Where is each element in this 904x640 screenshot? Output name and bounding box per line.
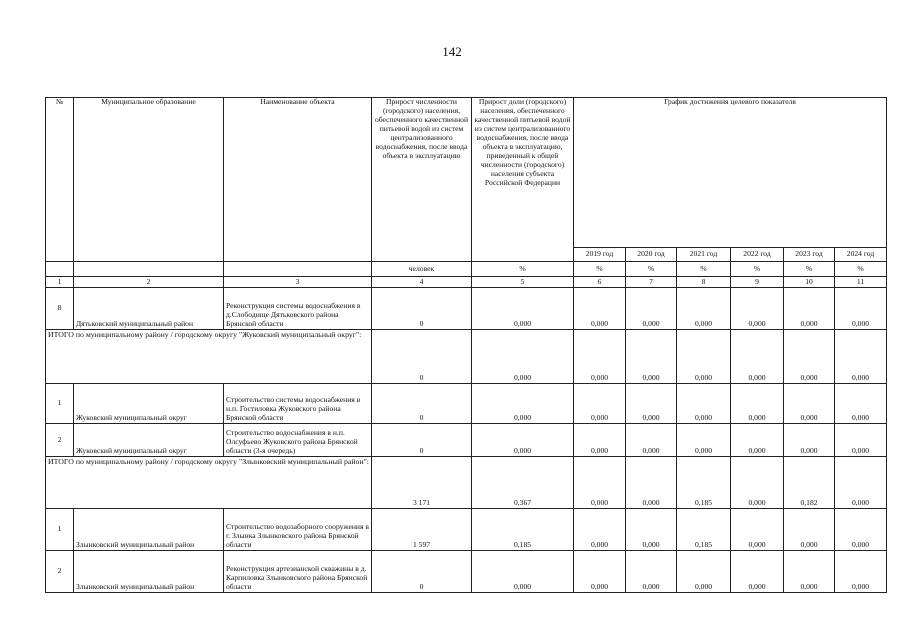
municipality-cell: Дятьковский муниципальный район [74, 288, 224, 330]
year-value: 0,000 [626, 424, 677, 457]
people-cell: 0 [372, 330, 472, 384]
year-unit: % [731, 262, 784, 277]
year-value: 0,000 [784, 509, 835, 551]
year-header: 2023 год [784, 248, 835, 262]
people-cell: 3 171 [372, 457, 472, 509]
people-cell: 0 [372, 288, 472, 330]
row-number: 1 [46, 384, 74, 424]
year-value: 0,000 [784, 288, 835, 330]
column-number: 2 [74, 277, 224, 288]
year-unit: % [784, 262, 835, 277]
column-number: 7 [626, 277, 677, 288]
year-value: 0,000 [835, 288, 887, 330]
year-header: 2022 год [731, 248, 784, 262]
object-cell: Реконструкция артезианской скважины в д. Карпиловка Злынковского района Брянской области [224, 551, 372, 593]
units-row [46, 262, 887, 277]
municipality-cell: Жуковский муниципальный округ [74, 424, 224, 457]
column-number: 9 [731, 277, 784, 288]
municipality-cell: Жуковский муниципальный округ [74, 384, 224, 424]
year-value: 0,000 [731, 551, 784, 593]
year-value: 0,182 [784, 457, 835, 509]
year-value: 0,000 [784, 330, 835, 384]
year-value: 0,000 [731, 384, 784, 424]
column-number: 8 [677, 277, 731, 288]
people-cell: 0 [372, 424, 472, 457]
table-row [46, 424, 887, 457]
year-value: 0,000 [677, 551, 731, 593]
column-number: 6 [574, 277, 626, 288]
total-label: ИТОГО по муниципальному району / городскому округу "Злынковский муниципальный район": [46, 457, 372, 509]
share-cell: 0,000 [472, 424, 574, 457]
year-value: 0,000 [574, 288, 626, 330]
municipality-cell: Злынковский муниципальный район [74, 551, 224, 593]
object-cell: Строительство системы водоснабжения в н.п. Гостиловка Жуковского района Брянской области [224, 384, 372, 424]
column-number: 1 [46, 277, 74, 288]
year-value: 0,000 [731, 457, 784, 509]
unit-percent: % [472, 262, 574, 277]
year-value: 0,000 [626, 551, 677, 593]
year-value: 0,000 [835, 424, 887, 457]
year-value: 0,000 [574, 509, 626, 551]
row-number: 2 [46, 424, 74, 457]
total-row [46, 457, 887, 509]
unit-people: человек [372, 262, 472, 277]
row-number: 2 [46, 551, 74, 593]
year-value: 0,000 [784, 424, 835, 457]
year-value: 0,000 [626, 384, 677, 424]
year-value: 0,000 [835, 551, 887, 593]
share-cell: 0,000 [472, 551, 574, 593]
row-number: 8 [46, 288, 74, 330]
year-header: 2021 год [677, 248, 731, 262]
year-unit: % [574, 262, 626, 277]
people-cell: 1 597 [372, 509, 472, 551]
year-value: 0,000 [574, 424, 626, 457]
municipality-cell: Злынковский муниципальный район [74, 509, 224, 551]
year-value: 0,000 [731, 330, 784, 384]
year-value: 0,000 [731, 288, 784, 330]
share-cell: 0,367 [472, 457, 574, 509]
year-value: 0,000 [784, 551, 835, 593]
year-value: 0,000 [626, 330, 677, 384]
column-number: 5 [472, 277, 574, 288]
table-row [46, 551, 887, 593]
year-value: 0,000 [677, 424, 731, 457]
year-value: 0,000 [677, 330, 731, 384]
header-share-growth: Прирост доли (городского) населения, обеспеченного качественной питьевой водой из систем централизованного водоснабжения, после ввода объекта в эксплуатацию, приведенный к общей численности (городского) населения субъекта Российской Федерации [472, 98, 574, 262]
header-population-growth: Прирост численности (городского) населения, обеспеченного качественной питьевой водой из систем централизованного водоснабжения, после ввода объекта в эксплуатацию [372, 98, 472, 262]
target-indicator-table [45, 97, 887, 593]
year-value: 0,000 [677, 288, 731, 330]
year-value: 0,000 [835, 384, 887, 424]
column-number: 10 [784, 277, 835, 288]
page-number: 142 [442, 44, 462, 59]
people-cell: 0 [372, 551, 472, 593]
year-value: 0,000 [626, 509, 677, 551]
year-header: 2024 год [835, 248, 887, 262]
column-number: 11 [835, 277, 887, 288]
year-value: 0,000 [574, 384, 626, 424]
year-value: 0,000 [731, 424, 784, 457]
header-no: № [46, 98, 74, 262]
year-value: 0,000 [835, 457, 887, 509]
year-value: 0,000 [574, 551, 626, 593]
year-value: 0,185 [677, 509, 731, 551]
people-cell: 0 [372, 384, 472, 424]
total-row [46, 330, 887, 384]
year-value: 0,000 [784, 384, 835, 424]
object-cell: Строительство водоснабжения в н.п. Олсуфьево Жуковского района Брянской области (3-я очередь) [224, 424, 372, 457]
row-number: 1 [46, 509, 74, 551]
object-cell: Строительство водозаборного сооружения в г. Злынка Злынковского района Брянской области [224, 509, 372, 551]
share-cell: 0,185 [472, 509, 574, 551]
year-unit: % [677, 262, 731, 277]
column-number: 4 [372, 277, 472, 288]
year-value: 0,000 [626, 288, 677, 330]
year-value: 0,000 [574, 330, 626, 384]
year-value: 0,000 [835, 330, 887, 384]
year-header: 2020 год [626, 248, 677, 262]
year-header: 2019 год [574, 248, 626, 262]
header-object: Наименование объекта [224, 98, 372, 262]
column-number: 3 [224, 277, 372, 288]
year-value: 0,000 [574, 457, 626, 509]
column-numbers-row [46, 277, 887, 288]
year-value: 0,000 [835, 509, 887, 551]
table-row [46, 384, 887, 424]
share-cell: 0,000 [472, 288, 574, 330]
table-row [46, 288, 887, 330]
share-cell: 0,000 [472, 384, 574, 424]
total-label: ИТОГО по муниципальному району / городскому округу "Жуковский муниципальный округ": [46, 330, 372, 384]
year-unit: % [626, 262, 677, 277]
header-schedule: График достижения целевого показателя [574, 98, 887, 248]
year-value: 0,000 [626, 457, 677, 509]
year-value: 0,000 [677, 384, 731, 424]
year-value: 0,185 [677, 457, 731, 509]
header-municipality: Муниципальное образование [74, 98, 224, 262]
object-cell: Реконструкция системы водоснабжения в д.Слободище Дятьковского района Брянской области [224, 288, 372, 330]
year-value: 0,000 [731, 509, 784, 551]
year-unit: % [835, 262, 887, 277]
share-cell: 0,000 [472, 330, 574, 384]
table-row [46, 509, 887, 551]
